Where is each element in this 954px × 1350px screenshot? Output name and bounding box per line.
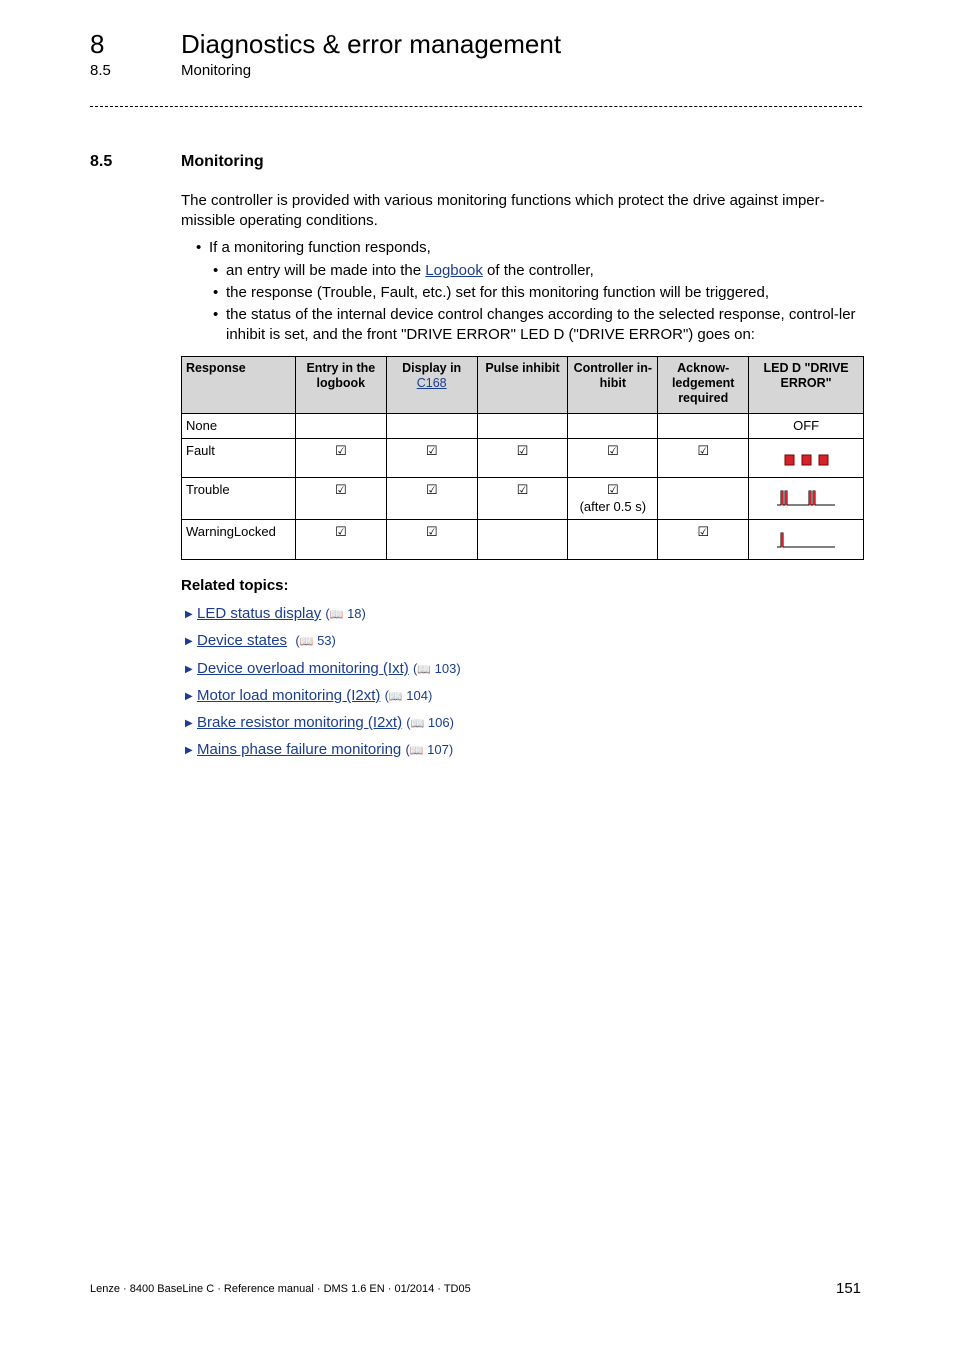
- related-link-mains-phase[interactable]: Mains phase failure monitoring: [197, 741, 402, 758]
- page-number: 151: [836, 1280, 862, 1297]
- col-header-pulse-inhibit: Pulse inhibit: [477, 357, 568, 414]
- related-link-device-states[interactable]: Device states: [197, 632, 288, 649]
- triangle-right-icon: ▶: [185, 691, 193, 702]
- col-header-acknowledgement: Acknow-ledgement required: [658, 357, 749, 414]
- triangle-right-icon: ▶: [185, 609, 193, 620]
- row-response-none: None: [182, 414, 296, 439]
- response-table: [181, 356, 864, 560]
- led-off-text: OFF: [749, 414, 864, 439]
- related-item-motor-load: ▶ Motor load monitoring (I2xt) (📖 104): [185, 686, 432, 707]
- triangle-right-icon: ▶: [185, 745, 193, 756]
- col-header-display: Display in C168: [386, 357, 477, 414]
- related-item-brake-resistor: ▶ Brake resistor monitoring (I2xt) (📖 106): [185, 713, 454, 734]
- check-icon: ☑: [425, 483, 438, 498]
- bullet-sub-3: • the status of the internal device control changes according to the selected response, control-ler inhibit is set, and the front "DRIVE ERROR" LED D ("DRIVE ERROR") goes on:: [213, 306, 856, 343]
- section-title: Monitoring: [181, 153, 264, 170]
- col-header-logbook: Entry in the logbook: [295, 357, 386, 414]
- related-link-led-status[interactable]: LED status display: [197, 605, 322, 622]
- chapter-number: 8: [90, 29, 105, 59]
- controller-delay-note: (after 0.5 s): [579, 499, 647, 514]
- header-divider: [90, 106, 862, 107]
- intro-paragraph: The controller is provided with various monitoring functions which protect the drive against imper-missible operating conditions.: [181, 192, 825, 229]
- bullet-sub-2: • the response (Trouble, Fault, etc.) set for this monitoring function will be triggered,: [213, 284, 770, 301]
- row-response-warninglocked: WarningLocked: [182, 520, 296, 560]
- bullet-main: • If a monitoring function responds,: [196, 239, 431, 256]
- led-double-blink-icon: [775, 486, 837, 508]
- led-steady-icon: [776, 449, 836, 469]
- related-item-led-status: ▶ LED status display (📖 18): [185, 604, 366, 625]
- col-header-led: LED D "DRIVE ERROR": [749, 357, 864, 414]
- footer-document-info: Lenze · 8400 BaseLine C · Reference manual · DMS 1.6 EN · 01/2014 · TD05: [90, 1283, 471, 1295]
- table-row: [182, 478, 864, 520]
- triangle-right-icon: ▶: [185, 718, 193, 729]
- related-topics-heading: Related topics:: [181, 577, 289, 594]
- table-row: [182, 520, 864, 560]
- col-header-response: Response: [182, 357, 296, 414]
- check-icon: ☑: [697, 525, 710, 540]
- bullet-sub-1: • an entry will be made into the Logbook of the controller,: [213, 262, 594, 279]
- check-icon: ☑: [516, 444, 529, 459]
- book-icon: 📖: [410, 717, 425, 730]
- section-number: 8.5: [90, 153, 113, 170]
- check-icon: ☑: [516, 483, 529, 498]
- triangle-right-icon: ▶: [185, 664, 193, 675]
- related-item-mains-phase: ▶ Mains phase failure monitoring (📖 107): [185, 740, 453, 761]
- check-icon: ☑: [697, 444, 710, 459]
- book-icon: 📖: [409, 744, 424, 757]
- related-item-device-overload: ▶ Device overload monitoring (Ixt) (📖 103): [185, 659, 461, 680]
- related-link-brake-resistor[interactable]: Brake resistor monitoring (I2xt): [197, 714, 403, 731]
- chapter-title: Diagnostics & error management: [181, 29, 562, 59]
- header-section-title: Monitoring: [181, 62, 252, 79]
- related-link-motor-load[interactable]: Motor load monitoring (I2xt): [197, 687, 381, 704]
- check-icon: ☑: [335, 483, 347, 498]
- table-row: [182, 439, 864, 478]
- check-icon: ☑: [606, 444, 619, 459]
- check-icon: ☑: [425, 525, 438, 540]
- logbook-link[interactable]: Logbook: [425, 262, 483, 279]
- related-item-device-states: ▶ Device states (📖 53): [185, 631, 336, 652]
- book-icon: 📖: [329, 608, 344, 621]
- related-link-device-overload[interactable]: Device overload monitoring (Ixt): [197, 660, 409, 677]
- col-header-controller-inhibit: Controller in-hibit: [568, 357, 658, 414]
- row-response-trouble: Trouble: [182, 478, 296, 520]
- row-response-fault: Fault: [182, 439, 296, 478]
- check-icon: ☑: [425, 444, 438, 459]
- header-section-number: 8.5: [90, 62, 111, 79]
- book-icon: 📖: [299, 635, 314, 648]
- check-icon: ☑: [335, 525, 347, 540]
- book-icon: 📖: [417, 663, 431, 676]
- triangle-right-icon: ▶: [185, 636, 193, 647]
- led-single-blink-icon: [775, 528, 837, 550]
- table-row: [182, 414, 864, 439]
- book-icon: 📖: [388, 690, 403, 703]
- check-icon: ☑: [606, 483, 619, 498]
- check-icon: ☑: [335, 444, 347, 459]
- c168-link[interactable]: C168: [416, 376, 447, 390]
- bullet-main-text: If a monitoring function responds,: [209, 239, 431, 256]
